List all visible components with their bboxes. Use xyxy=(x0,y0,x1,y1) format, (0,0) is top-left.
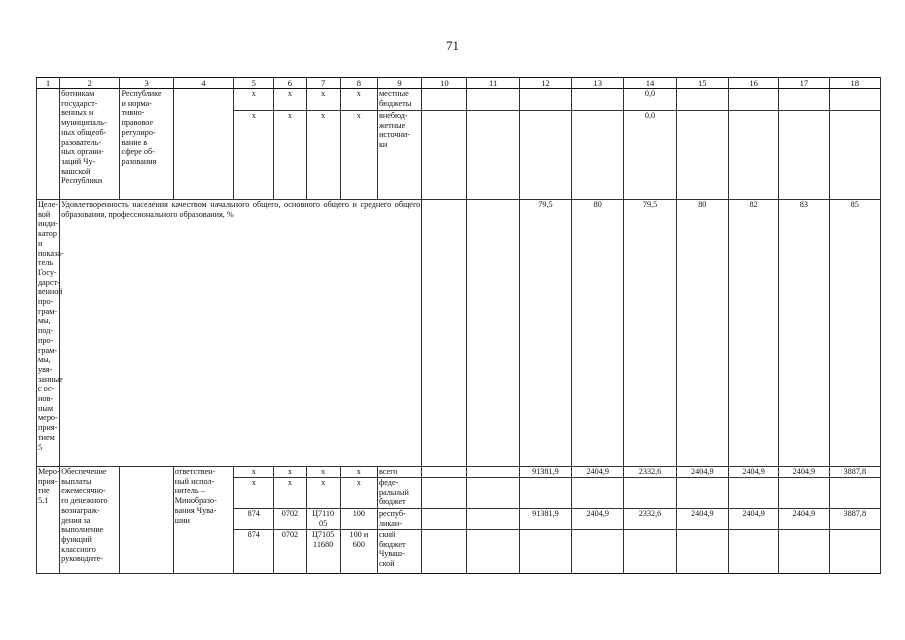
table-cell: 0,0 xyxy=(624,89,676,111)
table-cell xyxy=(572,478,624,509)
table-cell: x xyxy=(306,89,340,111)
table-cell: Ц7105 11680 xyxy=(306,530,340,574)
table-cell xyxy=(779,530,829,574)
table-row xyxy=(37,467,881,478)
indicator-text: Удовлетворенность населения качеством начального общего, основного общего и среднего общего образования, профессионального образования, % xyxy=(60,200,422,467)
table-cell: 91381,9 xyxy=(519,509,571,530)
col-header: 15 xyxy=(676,78,728,89)
table-cell: 2404,9 xyxy=(728,467,778,478)
table-cell: x xyxy=(340,467,377,478)
column-number-row xyxy=(37,78,881,89)
table-cell xyxy=(779,89,829,111)
table-cell: 2404,9 xyxy=(779,509,829,530)
table-cell: 80 xyxy=(572,200,624,467)
table-cell xyxy=(422,530,467,574)
col-header: 4 xyxy=(173,78,233,89)
col-header: 6 xyxy=(274,78,306,89)
col-header: 7 xyxy=(306,78,340,89)
page-number: 71 xyxy=(446,38,459,53)
table-cell: 2404,9 xyxy=(676,467,728,478)
table-cell: Ц7110 05 xyxy=(306,509,340,530)
budget-table xyxy=(36,77,881,574)
table-cell xyxy=(519,89,571,111)
table-cell: 2404,9 xyxy=(779,467,829,478)
table-cell xyxy=(467,200,519,467)
table-cell: ский бюджет Чуваш- ской xyxy=(377,530,421,574)
table-cell: 0702 xyxy=(274,530,306,574)
table-cell: 79,5 xyxy=(519,200,571,467)
table-cell: 85 xyxy=(829,200,880,467)
col-header: 13 xyxy=(572,78,624,89)
table-cell xyxy=(728,530,778,574)
table-cell xyxy=(422,467,467,478)
table-cell xyxy=(676,111,728,200)
table-cell: 91381,9 xyxy=(519,467,571,478)
table-cell xyxy=(467,509,519,530)
table-cell xyxy=(572,89,624,111)
table-cell: 2332,6 xyxy=(624,509,676,530)
col-header: 16 xyxy=(728,78,778,89)
table-cell: Меро- прия- тие 5.1 xyxy=(37,467,60,574)
table-cell: местные бюджеты xyxy=(377,89,421,111)
table-cell: x xyxy=(306,478,340,509)
table-cell xyxy=(829,530,880,574)
table-cell: Обеспечение выплаты ежемесячно- го денежного вознаграж- дения за выполнение функций классного руководите- xyxy=(60,467,120,574)
table-cell: 82 xyxy=(728,200,778,467)
table-cell xyxy=(422,200,467,467)
table-cell: x xyxy=(340,89,377,111)
table-cell xyxy=(422,111,467,200)
col-header: 3 xyxy=(120,78,173,89)
table-cell: 3887,8 xyxy=(829,509,880,530)
table-cell xyxy=(829,89,880,111)
table-cell xyxy=(120,467,173,574)
table-cell: x xyxy=(306,467,340,478)
col-header: 10 xyxy=(422,78,467,89)
table-cell: x xyxy=(234,111,274,200)
table-cell xyxy=(467,478,519,509)
col-header: 11 xyxy=(467,78,519,89)
table-cell: всего xyxy=(377,467,421,478)
table-cell: 874 xyxy=(234,509,274,530)
table-cell: 100 и 600 xyxy=(340,530,377,574)
table-cell: 2404,9 xyxy=(572,509,624,530)
table-cell: 2404,9 xyxy=(572,467,624,478)
table-cell: 874 xyxy=(234,530,274,574)
table-cell: x xyxy=(234,467,274,478)
table-cell xyxy=(422,509,467,530)
table-cell: x xyxy=(274,89,306,111)
table-cell: x xyxy=(274,467,306,478)
table-cell xyxy=(829,111,880,200)
table-cell: Республике и норма- тивно- правовое регулиро- вание в сфере об- разования xyxy=(120,89,173,200)
table-cell xyxy=(779,111,829,200)
table-cell xyxy=(572,530,624,574)
table-cell: Целе- вой инди- катор и показа- тель Госу- дарст- венной про- грам- мы, под- про- грам- мы, увя- занные с ос- нов- ным меро- прия- тием 5 xyxy=(37,200,60,467)
table-cell: 100 xyxy=(340,509,377,530)
table-cell: x xyxy=(274,478,306,509)
col-header: 1 xyxy=(37,78,60,89)
table-cell xyxy=(624,530,676,574)
col-header: 2 xyxy=(60,78,120,89)
col-header: 5 xyxy=(234,78,274,89)
table-cell xyxy=(779,478,829,509)
col-header: 8 xyxy=(340,78,377,89)
table-row xyxy=(37,89,881,111)
table-cell: 83 xyxy=(779,200,829,467)
table-cell: 2332,6 xyxy=(624,467,676,478)
table-cell: 2404,9 xyxy=(728,509,778,530)
col-header: 12 xyxy=(519,78,571,89)
table-cell xyxy=(728,111,778,200)
table-cell: x xyxy=(340,111,377,200)
table-cell xyxy=(467,530,519,574)
table-cell: феде- ральный бюджет xyxy=(377,478,421,509)
col-header: 18 xyxy=(829,78,880,89)
table-cell: 3887,8 xyxy=(829,467,880,478)
table-cell: внебюд- жетные источни- ки xyxy=(377,111,421,200)
table-cell: x xyxy=(234,89,274,111)
table-cell xyxy=(728,89,778,111)
table-cell xyxy=(728,478,778,509)
col-header: 9 xyxy=(377,78,421,89)
table-cell xyxy=(519,111,571,200)
table-cell xyxy=(676,530,728,574)
table-cell: 0702 xyxy=(274,509,306,530)
table-cell xyxy=(467,467,519,478)
table-cell xyxy=(624,478,676,509)
table-cell: x xyxy=(306,111,340,200)
table-cell: респуб- ликан- xyxy=(377,509,421,530)
table-cell: 79,5 xyxy=(624,200,676,467)
table-cell: 2404,9 xyxy=(676,509,728,530)
table-cell xyxy=(37,89,60,200)
table-cell: 0,0 xyxy=(624,111,676,200)
table-cell: x xyxy=(340,478,377,509)
table-cell: 80 xyxy=(676,200,728,467)
table-row xyxy=(37,200,881,467)
table-cell xyxy=(422,478,467,509)
table-cell xyxy=(572,111,624,200)
col-header: 17 xyxy=(779,78,829,89)
table-cell xyxy=(173,89,233,200)
table-cell xyxy=(676,478,728,509)
table-cell xyxy=(829,478,880,509)
table-cell xyxy=(519,478,571,509)
table-cell: ответствен- ный испол- нитель – Минобразо- вания Чува- шии xyxy=(173,467,233,574)
table-cell xyxy=(467,89,519,111)
table-cell: x xyxy=(234,478,274,509)
table-cell xyxy=(422,89,467,111)
col-header: 14 xyxy=(624,78,676,89)
table-cell: ботникам государст- венных и муниципаль- ных общеоб- разователь- ных органи- заций Чу- вашской Республики xyxy=(60,89,120,200)
table-cell xyxy=(676,89,728,111)
table-cell xyxy=(467,111,519,200)
table-cell: x xyxy=(274,111,306,200)
table-cell xyxy=(519,530,571,574)
